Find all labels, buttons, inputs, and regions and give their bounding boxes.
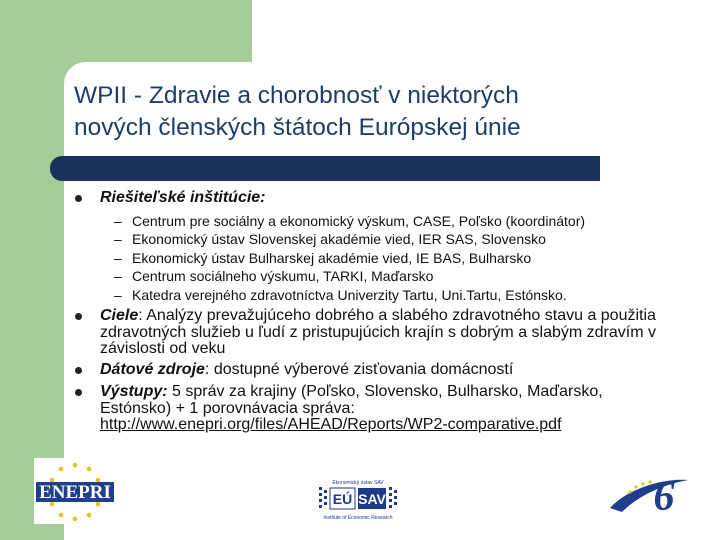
dash-icon: –: [114, 286, 122, 303]
dash-icon: –: [114, 268, 122, 285]
bullet-institutions: [72, 190, 672, 209]
outputs-label: Výstupy:: [100, 383, 168, 401]
dash-icon: –: [114, 212, 122, 229]
list-item: – Ekonomický ústav Slovenskej akadémie vied, IER SAS, Slovensko: [114, 231, 546, 248]
list-item: – Ekonomický ústav Bulharskej akadémie vied, IE BAS, Bulharsko: [114, 249, 532, 266]
fp6-logo: [606, 468, 690, 520]
swoosh-icon: [610, 480, 688, 512]
eusav-logo: [316, 477, 400, 523]
enepri-logo: [34, 458, 116, 524]
bullet-data-sources: [72, 362, 672, 381]
eusav-bottom-text: Institute of Economic Research: [323, 515, 393, 521]
goals-text: : Analýzy prevažujúceho dobrého a slabého zdravotného stavu a použitia zdravotných služieb u ľudí z pristupujúcich krajín s dobrým a slabým zdravím v závislosti od veku: [100, 307, 656, 358]
bullet-list: [72, 190, 672, 434]
bullet-icon: [75, 313, 82, 320]
page-title: [74, 80, 694, 144]
report-link[interactable]: http://www.enepri.org/files/AHEAD/Reports/WP2-comparative.pdf: [100, 416, 562, 434]
data-sources-text: : dostupné výberové zisťovania domácností: [204, 360, 514, 378]
dash-icon: –: [114, 249, 122, 266]
outputs-text: 5 správ za krajiny (Poľsko, Slovensko, Bulharsko, Maďarsko, Estónsko) + 1 porovnávacia správa:: [100, 383, 603, 417]
bullet-goals: [72, 308, 672, 358]
dash-icon: –: [114, 231, 122, 248]
bullet-icon: [75, 389, 82, 396]
title-line-2: nových členských štátoch Európskej únie: [74, 114, 521, 141]
list-item: – Katedra verejného zdravotníctva Univerzity Tartu, Uni.Tartu, Estónsko.: [114, 286, 567, 303]
bullet-outputs: [72, 384, 672, 434]
list-item: – Centrum sociálneho výskumu, TARKI, Maďarsko: [114, 268, 434, 285]
bullet-icon: [75, 195, 82, 202]
eusav-top-text: Ekonomický ústav SAV: [332, 480, 384, 486]
data-sources-label: Dátové zdroje: [100, 360, 205, 378]
goals-label: Ciele: [100, 307, 139, 325]
institutions-label: Riešiteľské inštitúcie:: [100, 189, 266, 206]
bullet-icon: [75, 367, 82, 374]
eusav-left-text: EÚ: [332, 491, 353, 507]
list-item: – Centrum pre sociálny a ekonomický výskum, CASE, Poľsko (koordinátor): [114, 212, 586, 229]
title-underline-bar: [50, 156, 600, 181]
fp6-text: 6: [653, 474, 675, 520]
eusav-right-text: SAV: [358, 491, 386, 507]
title-line-1: WPII - Zdravie a chorobnosť v niektorých: [74, 82, 519, 109]
enepri-text: ENEPRI: [39, 482, 111, 503]
institutions-sublist: [114, 212, 672, 305]
